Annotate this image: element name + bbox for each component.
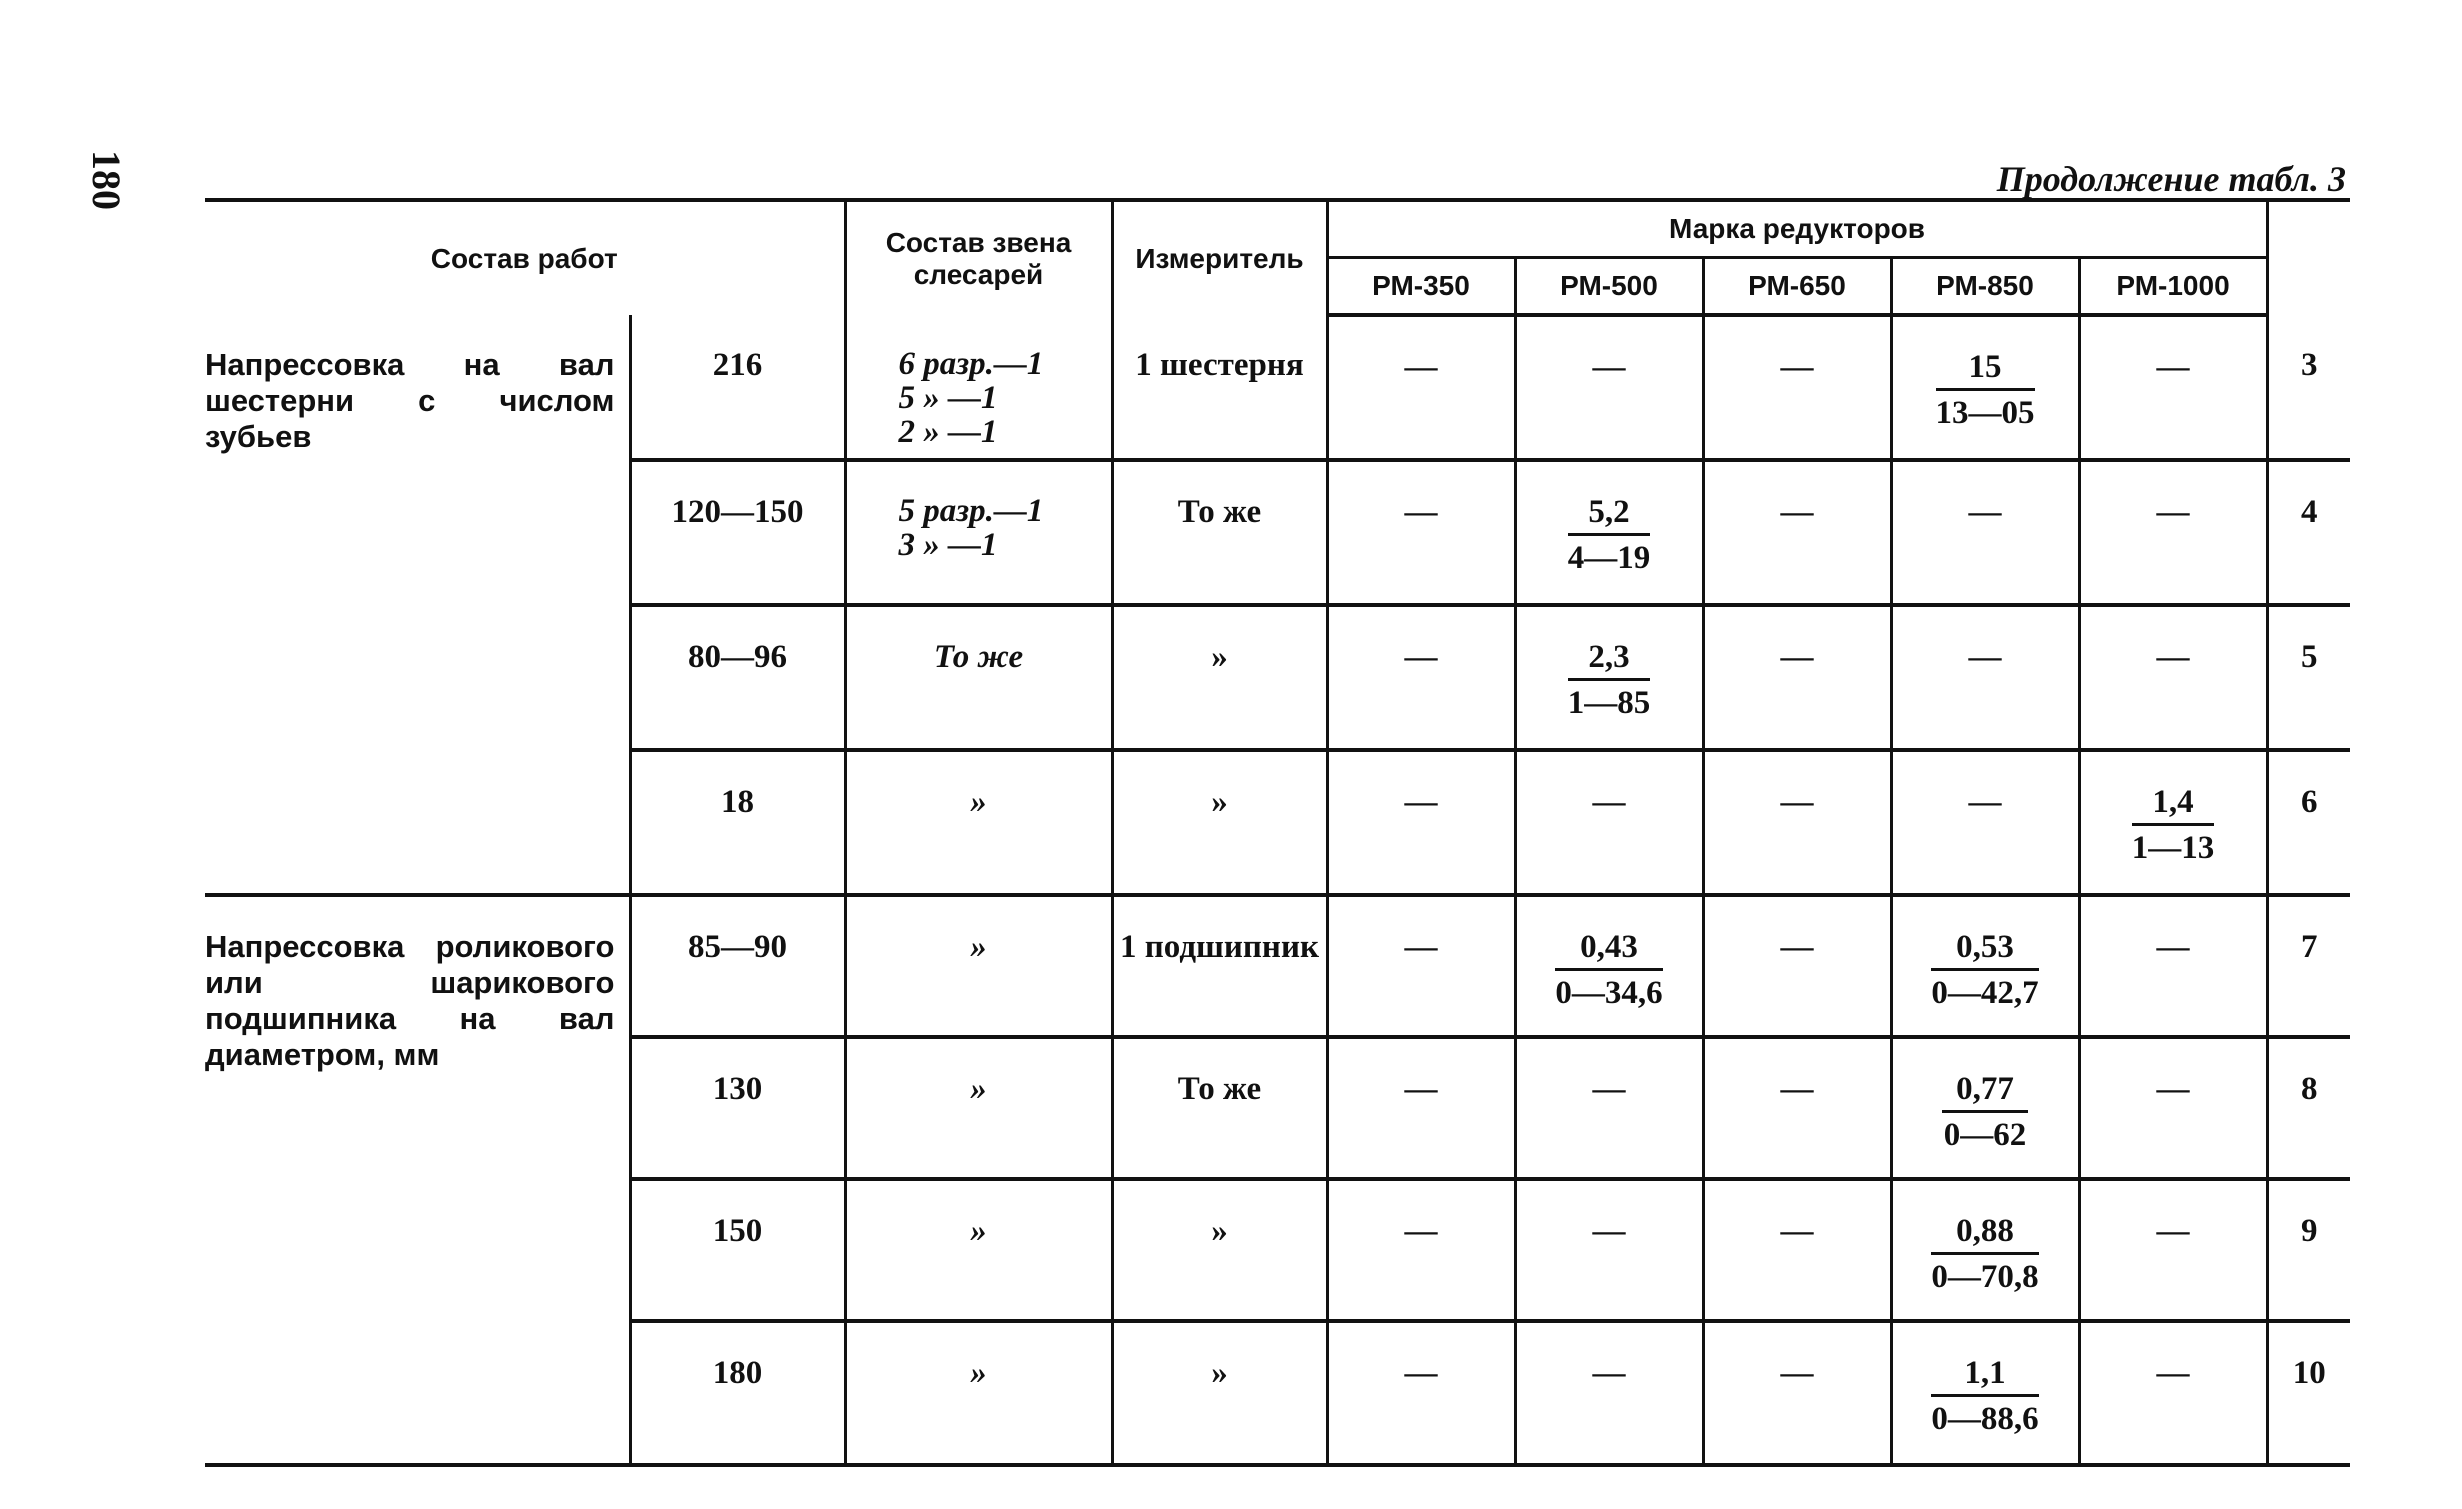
norm-fraction: [1931, 1355, 2038, 1438]
norm-fraction: [2132, 784, 2215, 867]
norm-cell: —: [1515, 315, 1703, 460]
norm-fraction: [1568, 639, 1651, 722]
header-reducer-brand: Марка редукторов: [1327, 200, 2267, 258]
crew-line: 3 » —1: [898, 527, 998, 563]
norm-time: 15: [1936, 349, 2035, 391]
norm-price: 1—13: [2131, 830, 2215, 866]
header-work-composition: Состав работ: [205, 200, 845, 315]
norm-cell: —: [1703, 315, 1891, 460]
unit-cell: 1 подшипник: [1112, 895, 1327, 1037]
norm-time: 1,1: [1931, 1355, 2038, 1397]
crew-cell: »: [845, 750, 1112, 895]
norm-price: 0—88,6: [1931, 1401, 2039, 1437]
norm-cell: —: [1327, 1321, 1515, 1463]
work-description: Напрессовка роликового или шарикового подшипника на вал диаметром, мм: [205, 895, 630, 1463]
crew-cell: [845, 315, 1112, 460]
table-continuation-caption: Продолжение табл. 3: [1996, 159, 2346, 199]
header-model-2: РМ-650: [1703, 258, 1891, 316]
crew-cell: »: [845, 1179, 1112, 1321]
norm-cell: —: [1703, 460, 1891, 605]
norm-cell: —: [2079, 895, 2267, 1037]
unit-cell: »: [1112, 1179, 1327, 1321]
norm-cell: —: [2079, 605, 2267, 750]
norm-price: 0—42,7: [1931, 975, 2039, 1011]
norm-time: 5,2: [1568, 494, 1651, 536]
header-model-4: РМ-1000: [2079, 258, 2267, 316]
norm-cell: —: [1703, 1037, 1891, 1179]
header-model-0: РМ-350: [1327, 258, 1515, 316]
crew-cell: »: [845, 1321, 1112, 1463]
norm-cell: —: [1327, 1179, 1515, 1321]
norm-cell: —: [1703, 605, 1891, 750]
parameter-cell: 80—96: [630, 605, 845, 750]
header-model-3: РМ-850: [1891, 258, 2079, 316]
norm-fraction: [1568, 494, 1651, 577]
norms-table: [205, 198, 2350, 1467]
crew-line: 5 разр.—1: [898, 493, 1044, 529]
norm-cell: [1891, 895, 2079, 1037]
crew-cell: »: [845, 1037, 1112, 1179]
unit-cell: То же: [1112, 460, 1327, 605]
norm-price: 13—05: [1935, 395, 2035, 431]
norm-cell: —: [1891, 605, 2079, 750]
norm-cell: —: [2079, 1037, 2267, 1179]
norm-cell: —: [2079, 315, 2267, 460]
page-number: 180: [84, 150, 129, 210]
crew-cell: »: [845, 895, 1112, 1037]
norm-cell: [1891, 315, 2079, 460]
parameter-cell: 130: [630, 1037, 845, 1179]
crew-cell: То же: [845, 605, 1112, 750]
norm-cell: [2079, 750, 2267, 895]
norm-cell: —: [1515, 750, 1703, 895]
norm-cell: [1515, 460, 1703, 605]
parameter-cell: 120—150: [630, 460, 845, 605]
norm-time: 0,88: [1931, 1213, 2038, 1255]
crew-line: 2 » —1: [898, 414, 998, 450]
norm-fraction: [1942, 1071, 2028, 1154]
norm-cell: —: [1515, 1179, 1703, 1321]
table-row: [205, 895, 2350, 1037]
norm-fraction: [1936, 349, 2035, 432]
header-crew-composition: Состав звена слесарей: [845, 200, 1112, 315]
row-number: 3: [2267, 315, 2350, 460]
row-number: 8: [2267, 1037, 2350, 1179]
header-unit: Измеритель: [1112, 200, 1327, 315]
norm-cell: —: [1703, 1179, 1891, 1321]
norm-fraction: [1931, 929, 2038, 1012]
row-number: 5: [2267, 605, 2350, 750]
row-number: 4: [2267, 460, 2350, 605]
norm-cell: —: [1327, 895, 1515, 1037]
norm-price: 0—62: [1943, 1117, 2027, 1153]
norm-price: 4—19: [1567, 540, 1651, 576]
norm-cell: —: [1891, 460, 2079, 605]
norm-cell: —: [1327, 1037, 1515, 1179]
parameter-cell: 18: [630, 750, 845, 895]
unit-cell: »: [1112, 750, 1327, 895]
unit-cell: То же: [1112, 1037, 1327, 1179]
norm-time: 0,43: [1555, 929, 1662, 971]
norm-cell: [1515, 895, 1703, 1037]
norm-price: 0—70,8: [1931, 1259, 2039, 1295]
row-number: 6: [2267, 750, 2350, 895]
unit-cell: 1 шестерня: [1112, 315, 1327, 460]
norm-cell: —: [1703, 750, 1891, 895]
work-description: Напрессовка на вал шестерни с числом зубьев: [205, 347, 615, 454]
norm-cell: —: [1703, 895, 1891, 1037]
norm-cell: [1891, 1179, 2079, 1321]
crew-cell: [845, 460, 1112, 605]
norm-cell: —: [1515, 1321, 1703, 1463]
norm-cell: —: [1327, 460, 1515, 605]
norm-cell: —: [1891, 750, 2079, 895]
norm-cell: —: [1327, 605, 1515, 750]
norm-cell: [1891, 1037, 2079, 1179]
row-number: 7: [2267, 895, 2350, 1037]
norm-time: 0,77: [1942, 1071, 2028, 1113]
norm-time: 2,3: [1568, 639, 1651, 681]
norm-cell: —: [1327, 750, 1515, 895]
norm-cell: [1515, 605, 1703, 750]
norm-cell: —: [1703, 1321, 1891, 1463]
crew-line: 5 » —1: [898, 380, 998, 416]
norm-cell: [1891, 1321, 2079, 1463]
parameter-cell: 85—90: [630, 895, 845, 1037]
norm-cell: —: [2079, 1321, 2267, 1463]
header-row-number: [2267, 200, 2350, 315]
norm-fraction: [1555, 929, 1662, 1012]
norm-time: 1,4: [2132, 784, 2215, 826]
parameter-cell: 180: [630, 1321, 845, 1463]
norm-price: 0—34,6: [1555, 975, 1663, 1011]
norm-fraction: [1931, 1213, 2038, 1296]
unit-cell: »: [1112, 605, 1327, 750]
unit-cell: »: [1112, 1321, 1327, 1463]
norm-time: 0,53: [1931, 929, 2038, 971]
norm-cell: —: [2079, 1179, 2267, 1321]
parameter-cell: 150: [630, 1179, 845, 1321]
row-number: 9: [2267, 1179, 2350, 1321]
norm-cell: —: [1327, 315, 1515, 460]
row-number: 10: [2267, 1321, 2350, 1463]
norm-price: 1—85: [1567, 685, 1651, 721]
header-model-1: РМ-500: [1515, 258, 1703, 316]
crew-line: 6 разр.—1: [898, 346, 1044, 382]
norm-cell: —: [1515, 1037, 1703, 1179]
norm-cell: —: [2079, 460, 2267, 605]
table-row: [205, 315, 2350, 460]
parameter-cell: 216: [630, 315, 845, 460]
